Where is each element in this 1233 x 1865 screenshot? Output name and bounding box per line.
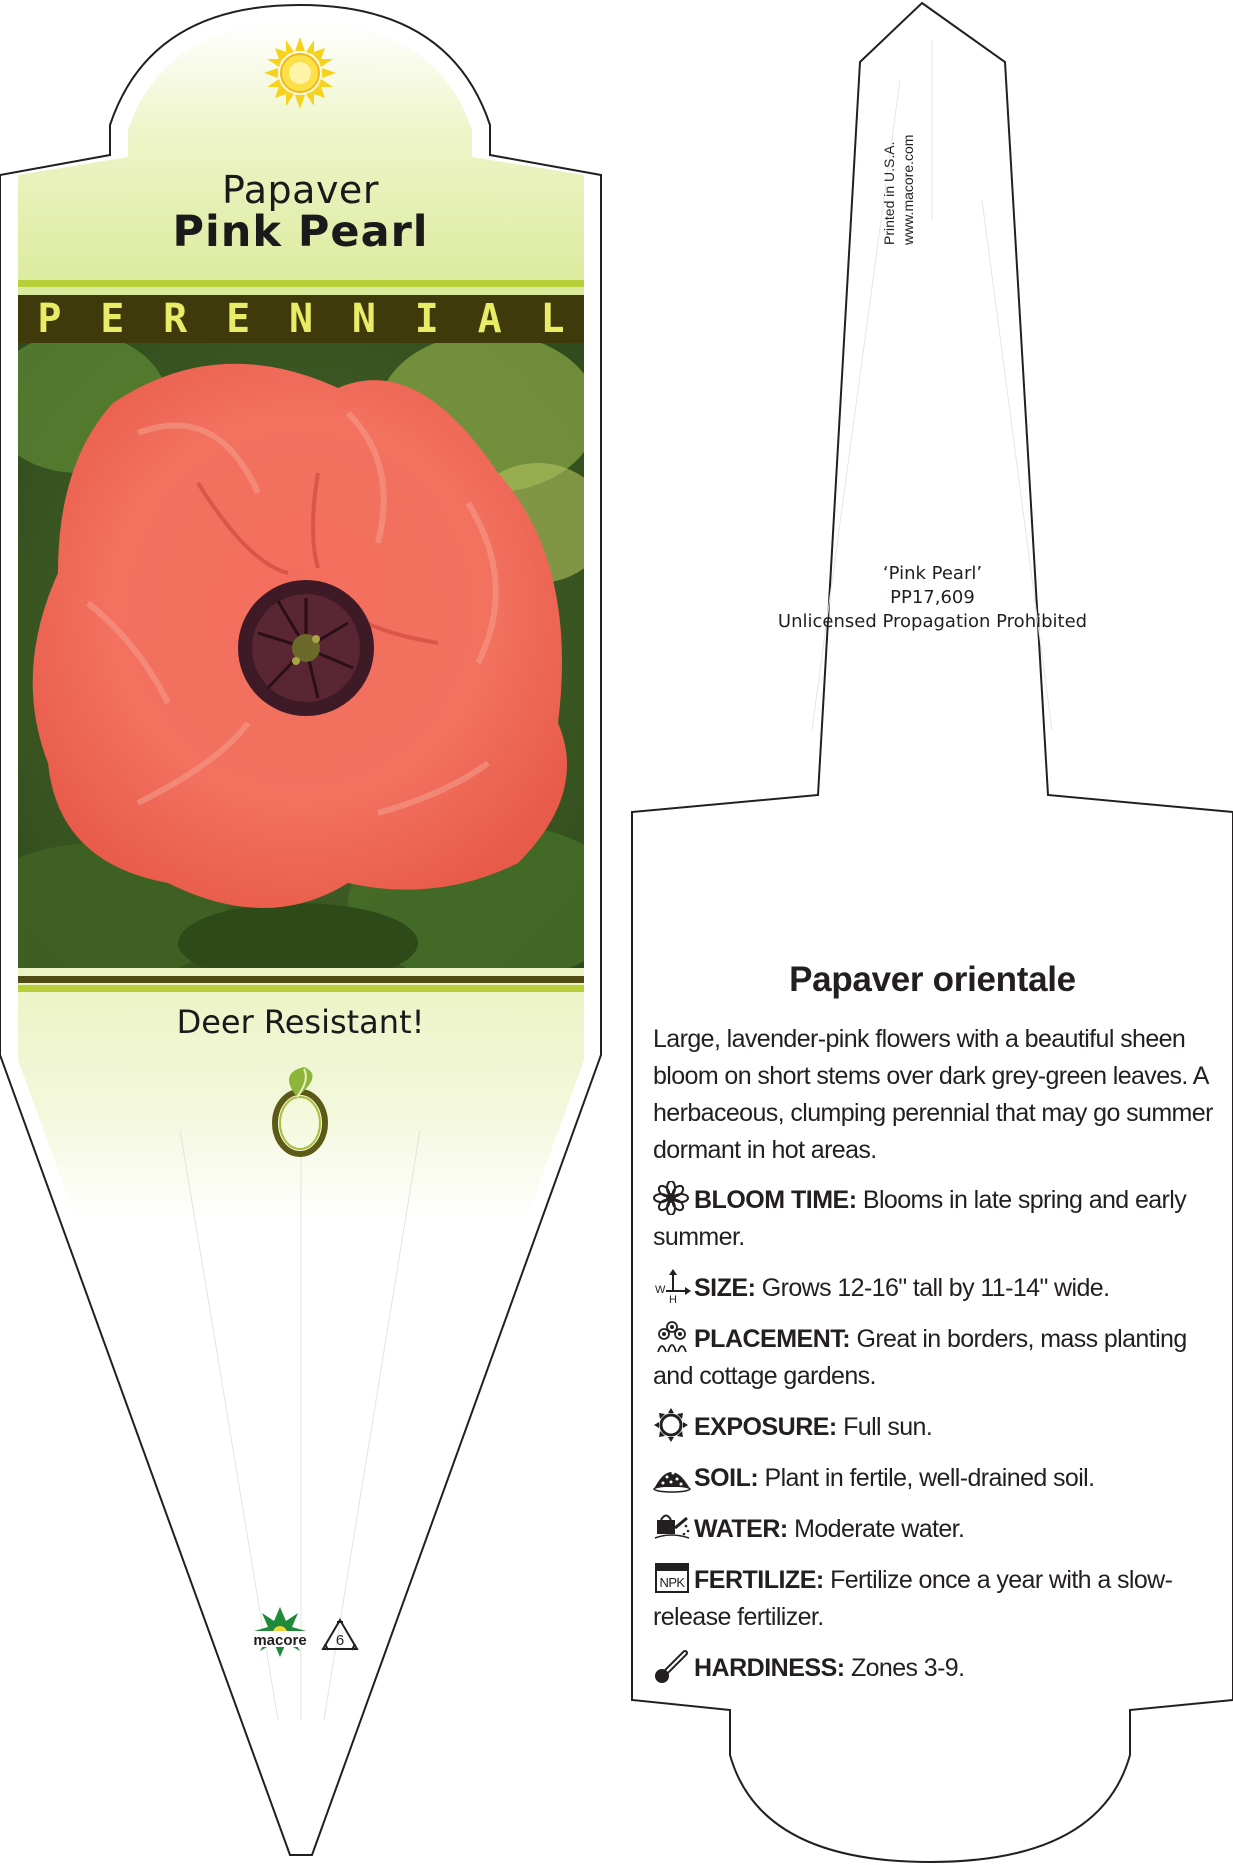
- soil-pile-icon: [653, 1459, 691, 1493]
- category-letter: I: [414, 296, 439, 342]
- front-cultivar-name: Pink Pearl: [172, 207, 429, 257]
- attr-text: Zones 3-9.: [850, 1654, 965, 1682]
- category-band: [18, 295, 584, 343]
- feature-text: Deer Resistant!: [176, 1003, 425, 1041]
- category-letter: P: [37, 296, 62, 342]
- attr-label: WATER:: [694, 1515, 788, 1543]
- attr-text: Plant in fertile, well-drained soil.: [764, 1464, 1095, 1492]
- recycle-code: 6: [335, 1632, 345, 1649]
- sun-outline-icon: [653, 1408, 691, 1442]
- care-info: [653, 1021, 1213, 1700]
- attr-text: Moderate water.: [794, 1515, 965, 1543]
- attr-text: Blooms in late spring and early summer.: [653, 1186, 1187, 1251]
- height-letter: H: [669, 1294, 677, 1303]
- npk-icon: [653, 1561, 691, 1595]
- attr-hardiness: [653, 1649, 1213, 1687]
- attr-label: SOIL:: [694, 1464, 759, 1492]
- patent-info: [700, 562, 1165, 634]
- placement-icon: [653, 1320, 691, 1354]
- patent-notice: Unlicensed Propagation Prohibited: [777, 611, 1088, 632]
- attr-bloom-time: [653, 1181, 1213, 1256]
- attr-fertilize: [653, 1561, 1213, 1636]
- size-arrows-icon: [653, 1269, 691, 1303]
- category-letter: R: [163, 296, 188, 342]
- attr-label: BLOOM TIME:: [694, 1186, 857, 1214]
- attr-label: EXPOSURE:: [694, 1413, 837, 1441]
- attr-water: [653, 1510, 1213, 1548]
- attr-label: PLACEMENT:: [694, 1325, 851, 1353]
- attr-label: FERTILIZE:: [694, 1566, 824, 1594]
- flower-icon: [653, 1181, 691, 1215]
- attr-text: Grows 12-16" tall by 11-14" wide.: [761, 1274, 1110, 1302]
- species-name: Papaver orientale: [789, 960, 1076, 999]
- category-letter: A: [477, 296, 502, 342]
- category-letter: N: [351, 296, 376, 342]
- attr-text: Full sun.: [843, 1413, 933, 1441]
- description: Large, lavender-pink flowers with a beautiful sheen bloom on short stems over dark grey-green leaves. A herbaceous, clumping perennial that may go summer dormant in hot areas.: [653, 1025, 1213, 1164]
- attr-label: SIZE:: [694, 1274, 756, 1302]
- attr-exposure: [653, 1408, 1213, 1446]
- attr-text: Fertilize once a year with a slow-release fertilizer.: [653, 1566, 1173, 1631]
- patent-number: PP17,609: [890, 587, 975, 608]
- printed-in-text: Printed in U.S.A.: [881, 141, 897, 245]
- attr-size: [653, 1269, 1213, 1307]
- front-genus-name: Papaver: [222, 168, 379, 212]
- attr-soil: [653, 1459, 1213, 1497]
- attr-label: HARDINESS:: [694, 1654, 845, 1682]
- category-letter: E: [100, 296, 125, 342]
- category-letter: N: [288, 296, 314, 342]
- attr-text: Great in borders, mass planting and cottage gardens.: [653, 1325, 1187, 1390]
- thermometer-icon: [653, 1649, 691, 1683]
- npk-letters: NPK: [659, 1575, 685, 1590]
- attr-placement: [653, 1320, 1213, 1395]
- plant-photo: [18, 343, 584, 968]
- macore-wordmark: macore: [253, 1632, 307, 1649]
- website-text: www.macore.com: [900, 134, 916, 245]
- patent-name: ‘Pink Pearl’: [882, 563, 983, 584]
- width-letter: W: [655, 1284, 665, 1296]
- printed-credit: [880, 95, 920, 245]
- category-letter: E: [226, 296, 251, 342]
- watering-can-icon: [653, 1510, 691, 1544]
- category-letter: L: [540, 296, 565, 342]
